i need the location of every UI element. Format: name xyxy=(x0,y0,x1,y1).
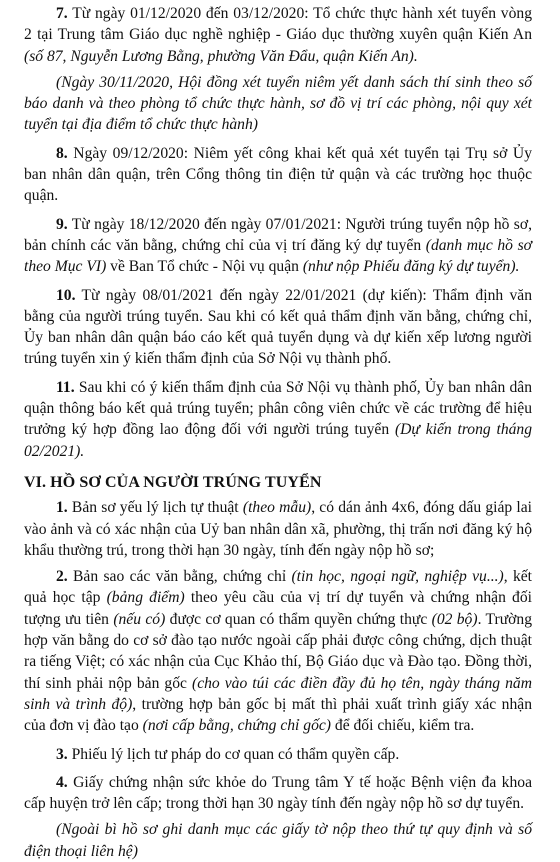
text: về Ban Tổ chức - Nội vụ quận xyxy=(106,258,303,276)
italic-text: (danh mục hồ sơ theo Mục VI) xyxy=(24,236,532,276)
italic-text: (như nộp Phiếu đăng ký dự tuyển). xyxy=(302,258,520,276)
paragraph xyxy=(24,3,532,67)
schedule-list xyxy=(24,3,532,462)
text: Từ ngày 18/12/2020 đến ngày 07/01/2021: Người trúng tuyển nộp hồ sơ, bản chính các văn bằng, chứng chỉ của vị trí đăng ký dự tuyển xyxy=(24,215,532,254)
italic-text: (bảng điểm) xyxy=(106,589,185,607)
item-number: 8. xyxy=(56,144,68,162)
text: . Trường hợp văn bằng do cơ sở đào tạo nước ngoài cấp phải được công chứng, dịch thuật ra tiếng Việt; có xác nhận của Cục Khảo thí, Bộ Giáo dục và Đào tạo. Đồng thời, thí sinh phải nộp bản gốc xyxy=(24,610,532,692)
text: để đối chiếu, kiểm tra. xyxy=(331,717,475,735)
text: Sau khi có ý kiến thẩm định của Sở Nội vụ thành phố, Ủy ban nhân dân quận thông báo kết quả trúng tuyển; phân công viên chức về các trường để hiệu trưởng ký hợp đồng lao động đối với người trúng tuyển xyxy=(24,378,532,439)
italic-text: (theo mẫu) xyxy=(242,499,312,517)
text: được cơ quan có thẩm quyền chứng thực xyxy=(165,610,432,628)
italic-text: (02 bộ) xyxy=(431,610,478,628)
paragraph xyxy=(24,566,532,736)
italic-text: (nơi cấp bằng, chứng chỉ gốc) xyxy=(142,717,331,735)
item-number: 7. xyxy=(56,5,68,22)
paragraph xyxy=(24,819,532,862)
item-number: 9. xyxy=(56,215,68,233)
text: , có dán ảnh 4x6, đóng dấu giáp lai vào ảnh và có xác nhận của Uỷ ban nhân dân xã, phường, thị trấn nơi đăng ký hộ khẩu thường trú, trong thời hạn 30 ngày, tính đến ngày nộp hồ sơ; xyxy=(24,499,532,559)
italic-text: (Ngoài bì hồ sơ ghi danh mục các giấy tờ nộp theo thứ tự quy định và số điện thoại liên hệ) xyxy=(24,821,532,860)
text: theo yêu cầu của vị trí dự tuyển và chứng nhận đối tượng ưu tiên xyxy=(24,589,532,628)
text: , trường hợp bản gốc bị mất thì phải xuất trình giấy xác nhận của đơn vị đào tạo xyxy=(24,695,532,735)
text: Từ ngày 01/12/2020 đến 03/12/2020: Tổ chức thực hành xét tuyển vòng 2 tại Trung tâm Giáo dục nghề nghiệp - Giáo dục thường xuyên quận Kiến An xyxy=(24,5,532,44)
text: Giấy chứng nhận sức khỏe do Trung tâm Y tế hoặc Bệnh viện đa khoa cấp huyện trở lên cấp; trong thời hạn 30 ngày tính đến ngày nộp hồ sơ dự tuyển. xyxy=(24,773,532,813)
text: Phiếu lý lịch tư pháp do cơ quan có thẩm quyền cấp. xyxy=(67,745,400,763)
paragraph xyxy=(24,772,532,815)
italic-text: (số 87, Nguyễn Lương Bằng, phường Văn Đẩu, quận Kiến An). xyxy=(24,47,418,65)
paragraph xyxy=(24,143,532,207)
paragraph xyxy=(24,744,532,765)
paragraph xyxy=(24,497,532,561)
italic-text: (cho vào túi các điền đầy đủ họ tên, ngày tháng năm sinh và trình độ) xyxy=(24,674,532,713)
paragraph xyxy=(24,285,532,370)
text: Ngày 09/12/2020: Niêm yết công khai kết quả xét tuyển tại Trụ sở Ủy ban nhân dân quận, trên Cổng thông tin điện tử quận và các trường học thuộc quận. xyxy=(24,144,532,205)
italic-text: (tin học, ngoại ngữ, nghiệp vụ...) xyxy=(291,568,504,586)
text: Từ ngày 08/01/2021 đến ngày 22/01/2021 (dự kiến): Thẩm định văn bằng của người trúng tuyển. Sau khi có kết quả thẩm định văn bằng, chứng chỉ, Ủy ban nhân dân quận báo cáo kết quả tuyển dụng và dự kiến xếp lương người trúng tuyển xin ý kiến thẩm định của Sở Nội vụ thành phố. xyxy=(24,286,532,368)
text: Bản sao các văn bằng, chứng chỉ xyxy=(67,568,292,586)
item-number: 10. xyxy=(56,286,76,304)
text: Bản sơ yếu lý lịch tự thuật xyxy=(67,499,243,517)
text: , kết quả học tập xyxy=(24,568,532,607)
italic-text: (Dự kiến trong tháng 02/2021). xyxy=(24,421,533,460)
item-number: 2. xyxy=(56,568,68,586)
item-number: 1. xyxy=(56,499,68,517)
item-number: 4. xyxy=(56,773,68,791)
italic-text: (Ngày 30/11/2020, Hội đồng xét tuyển niêm yết danh sách thí sinh theo số báo danh và theo phòng tổ chức thực hành, sơ đồ vị trí các phòng, nội quy xét tuyển tại địa điểm tổ chức thực hành) xyxy=(24,73,532,134)
item-number: 11. xyxy=(56,378,75,396)
section-heading: VI. HỒ SƠ CỦA NGƯỜI TRÚNG TUYỂN xyxy=(24,473,322,491)
paragraph xyxy=(24,377,532,462)
paragraph xyxy=(24,72,532,136)
italic-text: (nếu có) xyxy=(113,610,166,628)
dossier-list xyxy=(24,497,532,862)
paragraph xyxy=(24,214,532,278)
item-number: 3. xyxy=(56,745,68,763)
